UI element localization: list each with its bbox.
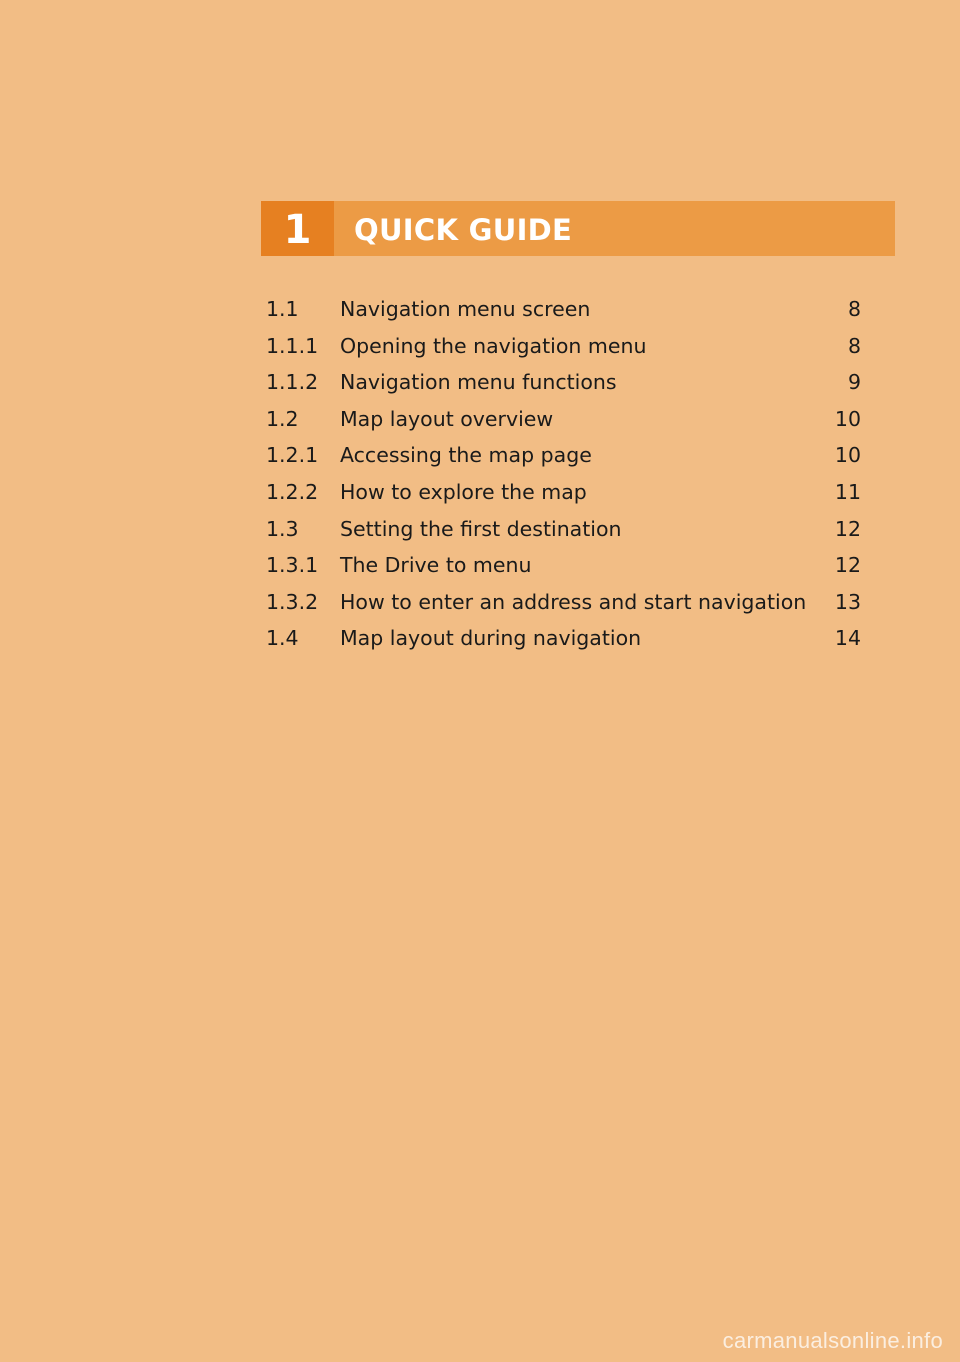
- table-of-contents: [266, 291, 861, 657]
- toc-entry[interactable]: [266, 620, 861, 657]
- toc-section-number: 1.1: [266, 297, 299, 321]
- toc-page-number: 12: [834, 516, 861, 541]
- chapter-number-box: [261, 201, 334, 256]
- toc-section-title: How to enter an address and start navigation: [340, 589, 807, 614]
- toc-section-number: 1.4: [266, 626, 299, 651]
- toc-section-title: Map layout overview: [340, 406, 554, 431]
- toc-section-number: 1.3.2: [266, 589, 319, 614]
- toc-entry[interactable]: [266, 401, 861, 438]
- toc-section-title: Map layout during navigation: [340, 626, 642, 651]
- toc-section-title: Navigation menu functions: [340, 370, 617, 395]
- toc-entry[interactable]: [266, 328, 861, 365]
- toc-page-number: 12: [834, 553, 861, 578]
- toc-section-title: How to explore the map: [340, 479, 587, 504]
- toc-section-number: 1.3: [266, 516, 299, 541]
- toc-entry[interactable]: [266, 474, 861, 511]
- toc-entry[interactable]: [266, 547, 861, 584]
- toc-page-number: 8: [847, 333, 861, 358]
- toc-section-number: 1.1.2: [266, 370, 319, 395]
- toc-section-number: 1.1.1: [266, 333, 319, 358]
- toc-section-number: 1.2.2: [266, 479, 319, 504]
- toc-page-number: 10: [834, 443, 861, 468]
- toc-section-number: 1.3.1: [266, 553, 319, 578]
- toc-section-title: Accessing the map page: [340, 443, 592, 468]
- toc-section-title: The Drive to menu: [340, 553, 532, 578]
- chapter-number: 1: [283, 207, 312, 253]
- chapter-header: [261, 201, 895, 256]
- toc-entry[interactable]: [266, 437, 861, 474]
- toc-section-number: 1.2.1: [266, 443, 319, 468]
- toc-page-number: 8: [847, 297, 861, 321]
- chapter-title: QUICK GUIDE: [354, 212, 573, 247]
- toc-entry[interactable]: [266, 584, 861, 621]
- toc-section-title: Opening the navigation menu: [340, 333, 647, 358]
- toc-section-title: Navigation menu screen: [340, 297, 591, 321]
- toc-page-number: 11: [834, 479, 861, 504]
- toc-page-number: 9: [847, 370, 861, 395]
- toc-entry[interactable]: [266, 291, 861, 328]
- watermark: carmanualsonline.info: [722, 1328, 943, 1353]
- toc-page-number: 10: [834, 406, 861, 431]
- toc-entry[interactable]: [266, 364, 861, 401]
- toc-section-title: Setting the first destination: [340, 516, 622, 541]
- toc-section-number: 1.2: [266, 406, 299, 431]
- toc-page-number: 14: [834, 626, 861, 651]
- toc-page-number: 13: [834, 589, 861, 614]
- toc-entry[interactable]: [266, 511, 861, 548]
